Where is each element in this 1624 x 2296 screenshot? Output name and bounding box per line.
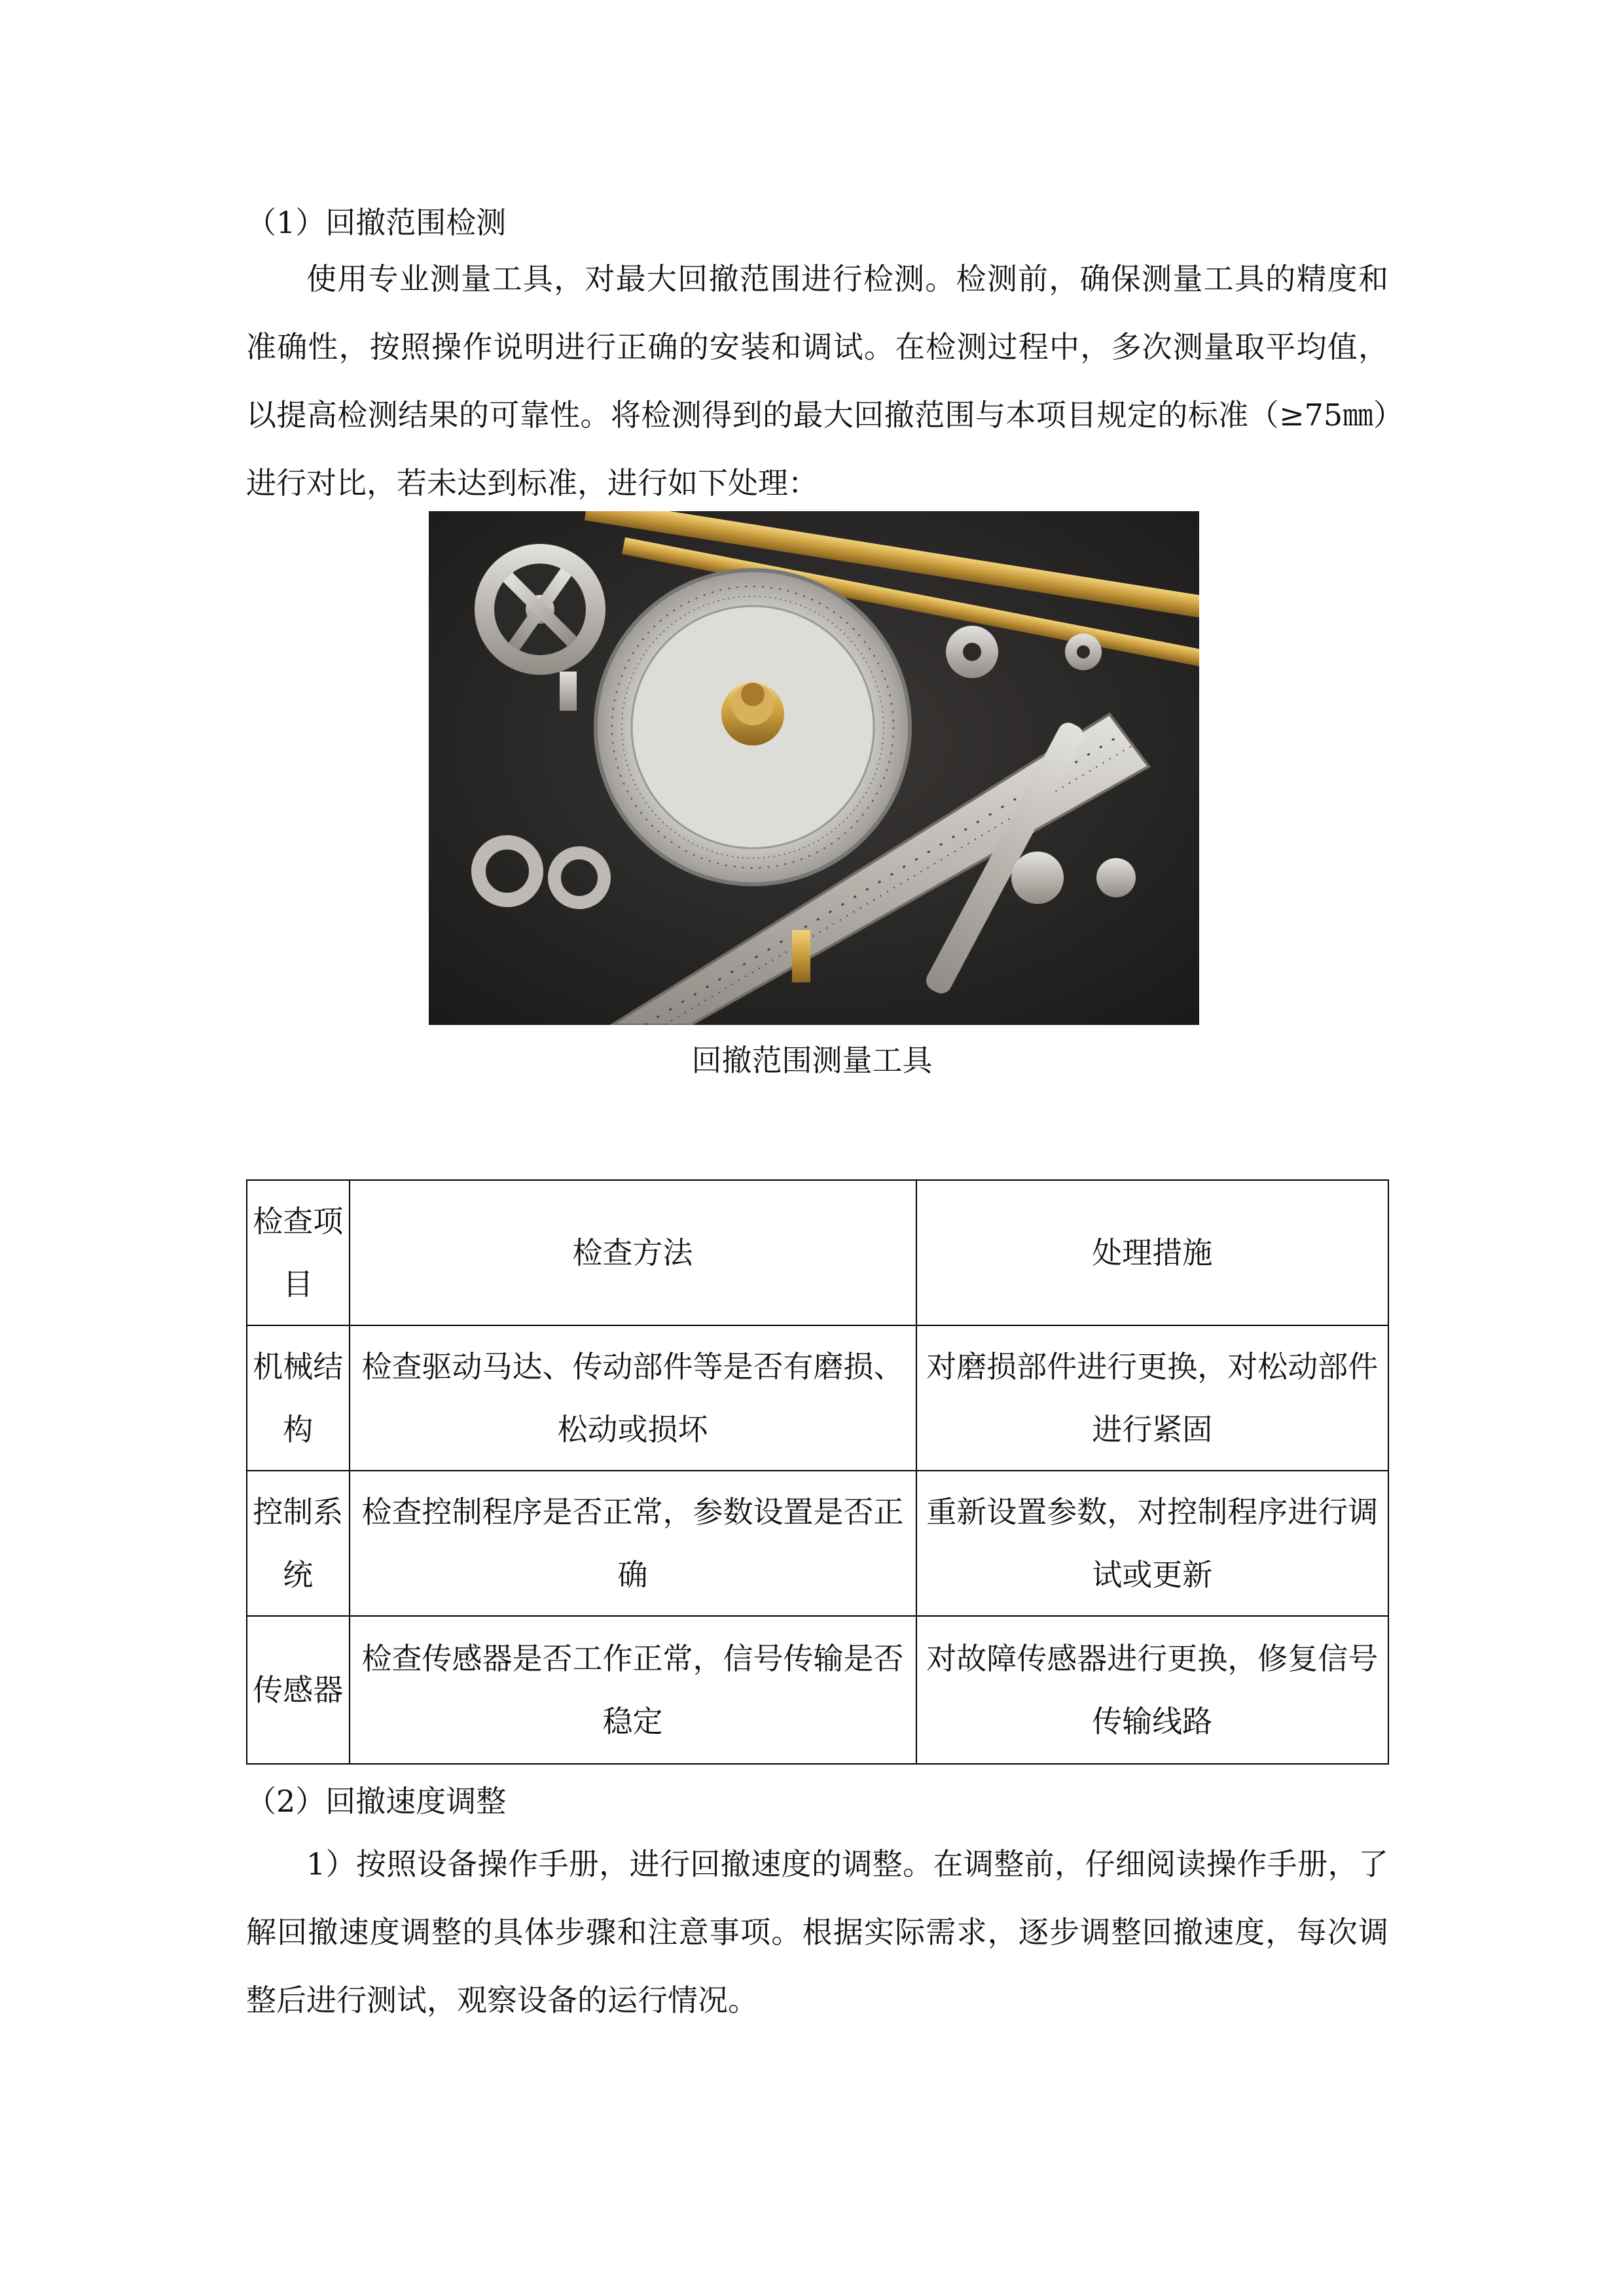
table-cell: 检查控制程序是否正常，参数设置是否正确 [350, 1471, 916, 1616]
figure-caption: 回撤范围测量工具 [691, 1043, 933, 1078]
inspection-table [246, 1179, 1389, 1765]
table-cell: 控制系统 [247, 1471, 350, 1616]
measuring-tools-photo [429, 511, 1199, 1025]
table-cell: 对磨损部件进行更换，对松动部件进行紧固 [916, 1325, 1389, 1471]
table-row [247, 1325, 1388, 1471]
table-cell: 机械结构 [247, 1325, 350, 1471]
section2-paragraph: 1）按照设备操作手册，进行回撤速度的调整。在调整前，仔细阅读操作手册，了解回撤速度调整的具体步骤和注意事项。根据实际需求，逐步调整回撤速度，每次调整后进行测试，观察设备的运行情况。 [246, 1846, 1388, 2018]
table-cell: 检查传感器是否工作正常，信号传输是否稳定 [350, 1616, 916, 1764]
table-header-row [247, 1180, 1388, 1325]
section2-heading: （2）回撤速度调整 [246, 1784, 507, 1819]
header-treatment-measure: 处理措施 [916, 1180, 1389, 1325]
section1-paragraph: 使用专业测量工具，对最大回撤范围进行检测。检测前，确保测量工具的精度和准确性，按照操作说明进行正确的安装和调试。在检测过程中，多次测量取平均值，以提高检测结果的可靠性。将检测得到的最大回撤范围与本项目规定的标准（≥75㎜）进行对比，若未达到标准，进行如下处理： [246, 261, 1388, 501]
section1-heading: （1）回撤范围检测 [246, 205, 507, 240]
table-cell: 传感器 [247, 1616, 350, 1764]
table-row [247, 1471, 1388, 1616]
table-cell: 对故障传感器进行更换，修复信号传输线路 [916, 1616, 1389, 1764]
table-cell: 重新设置参数，对控制程序进行调试或更新 [916, 1471, 1389, 1616]
header-inspection-method: 检查方法 [350, 1180, 916, 1325]
table-cell: 检查驱动马达、传动部件等是否有磨损、松动或损坏 [350, 1325, 916, 1471]
header-inspection-item: 检查项目 [247, 1180, 350, 1325]
table-row [247, 1616, 1388, 1764]
